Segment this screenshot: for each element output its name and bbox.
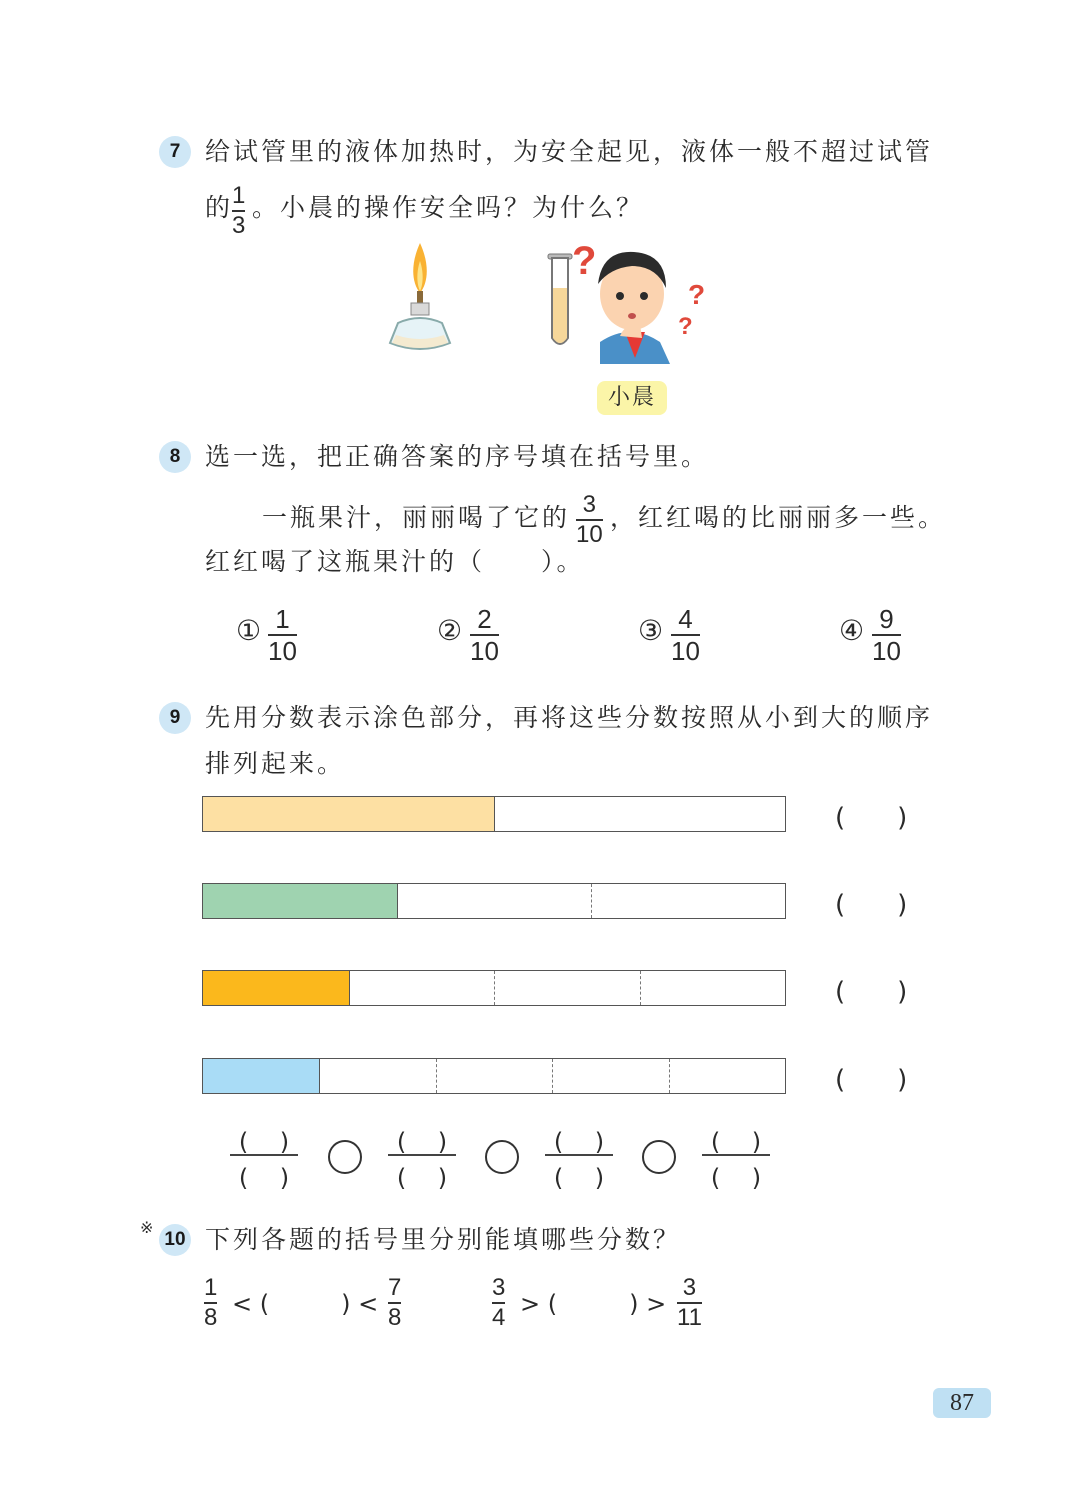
option-4-fraction [872,606,901,664]
shaded-part [203,797,494,831]
answer-parens-4[interactable]: ( ) [835,1065,908,1095]
blank-numerator[interactable]: ( ) [238,1128,290,1156]
fraction-denominator: 4 [492,1304,506,1331]
question-8-line2-pre: 一瓶果汁，丽丽喝了它的 [262,503,571,532]
blank-numerator[interactable]: ( ) [396,1128,448,1156]
ineq2-blank[interactable]: > ( ) > [520,1290,667,1318]
fraction-denominator: 8 [388,1304,402,1331]
question-8-line2-post: ，红红喝的比丽丽多一些。 [610,503,947,532]
fraction-numerator: 1 [275,604,290,634]
blank-numerator[interactable]: ( ) [710,1128,762,1156]
boy-name-label: 小晨 [597,381,667,415]
shaded-part [203,971,349,1005]
optional-star-mark: ※ [140,1218,154,1237]
question-7-line1: 给试管里的液体加热时，为安全起见，液体一般不超过试管 [205,137,934,166]
fraction-denominator: 8 [204,1304,218,1331]
blank-denominator[interactable]: ( ) [710,1164,762,1192]
strip-division [669,1059,670,1093]
question-8-number: 8 [159,441,191,473]
svg-text:?: ? [678,313,693,340]
blank-denominator[interactable]: ( ) [396,1164,448,1192]
fraction-strip-3 [202,970,786,1006]
blank-numerator[interactable]: ( ) [553,1128,605,1156]
strip-division [494,797,495,831]
fraction-numerator: 3 [682,1274,697,1301]
question-9-line2: 排列起来。 [205,749,346,778]
question-10-number: 10 [159,1224,191,1256]
option-4-mark: ④ [839,614,865,647]
option-3-mark: ③ [638,614,664,647]
fraction-denominator: 10 [268,636,297,666]
answer-parens-3[interactable]: ( ) [835,977,908,1007]
fraction-numerator: 3 [582,491,597,518]
option-1-fraction [268,606,297,664]
fraction-denominator: 11 [677,1304,702,1331]
thinking-boy-icon [570,232,720,364]
answer-parens-2[interactable]: ( ) [835,890,908,920]
blank-fraction-4[interactable] [702,1122,770,1192]
ineq1-blank[interactable]: < ( ) < [232,1290,379,1318]
question-10-line1: 下列各题的括号里分别能填哪些分数？ [205,1225,682,1254]
fraction-numerator: 2 [477,604,492,634]
compare-circle-1[interactable] [328,1140,362,1174]
strip-division [349,971,350,1005]
question-8-line1: 选一选，把正确答案的序号填在括号里。 [205,442,710,471]
fraction-numerator: 1 [204,1274,218,1301]
fraction-strip-4 [202,1058,786,1094]
ineq1-left-fraction [204,1276,217,1330]
answer-parens-1[interactable]: ( ) [835,803,908,833]
fraction-strip-2 [202,883,786,919]
strip-division [591,884,592,918]
fraction-denominator: 10 [872,636,901,666]
fraction-denominator: 10 [576,521,603,548]
svg-text:?: ? [572,239,597,283]
question-7-number: 7 [159,136,191,168]
question-9-line1: 先用分数表示涂色部分，再将这些分数按照从小到大的顺序 [205,703,934,732]
question-9-number: 9 [159,702,191,734]
ineq2-left-fraction [492,1276,505,1330]
blank-denominator[interactable]: ( ) [553,1164,605,1192]
alcohol-lamp-icon [380,235,460,355]
fraction-numerator: 4 [678,604,693,634]
strip-division [494,971,495,1005]
ineq1-right-fraction [388,1276,401,1330]
strip-division [397,884,398,918]
fraction-numerator: 9 [879,604,894,634]
fraction-strip-1 [202,796,786,832]
blank-fraction-3[interactable] [545,1122,613,1192]
blank-fraction-2[interactable] [388,1122,456,1192]
option-3-fraction [671,606,700,664]
ineq2-right-fraction [677,1276,702,1330]
question-8-line3: 红红喝了这瓶果汁的（ ）。 [205,547,585,576]
svg-text:?: ? [688,279,706,310]
strip-division [436,1059,437,1093]
blank-fraction-1[interactable] [230,1122,298,1192]
shaded-part [203,1059,319,1093]
compare-circle-3[interactable] [642,1140,676,1174]
option-2-fraction [470,606,499,664]
fraction-numerator: 1 [232,182,246,209]
compare-circle-2[interactable] [485,1140,519,1174]
fraction-denominator: 3 [232,212,246,239]
fraction-one-third [232,184,245,238]
question-7-line2-post: 。小晨的操作安全吗？为什么？ [252,193,645,222]
fraction-numerator: 7 [388,1274,402,1301]
fraction-numerator: 3 [492,1274,506,1301]
option-2-mark: ② [437,614,463,647]
blank-denominator[interactable]: ( ) [238,1164,290,1192]
option-1-mark: ① [236,614,262,647]
question-7-line2-pre: 的 [205,193,234,222]
fraction-denominator: 10 [671,636,700,666]
strip-division [319,1059,320,1093]
strip-division [552,1059,553,1093]
strip-division [640,971,641,1005]
shaded-part [203,884,397,918]
fraction-three-tenths [576,493,603,547]
page-number: 87 [933,1388,991,1418]
fraction-denominator: 10 [470,636,499,666]
